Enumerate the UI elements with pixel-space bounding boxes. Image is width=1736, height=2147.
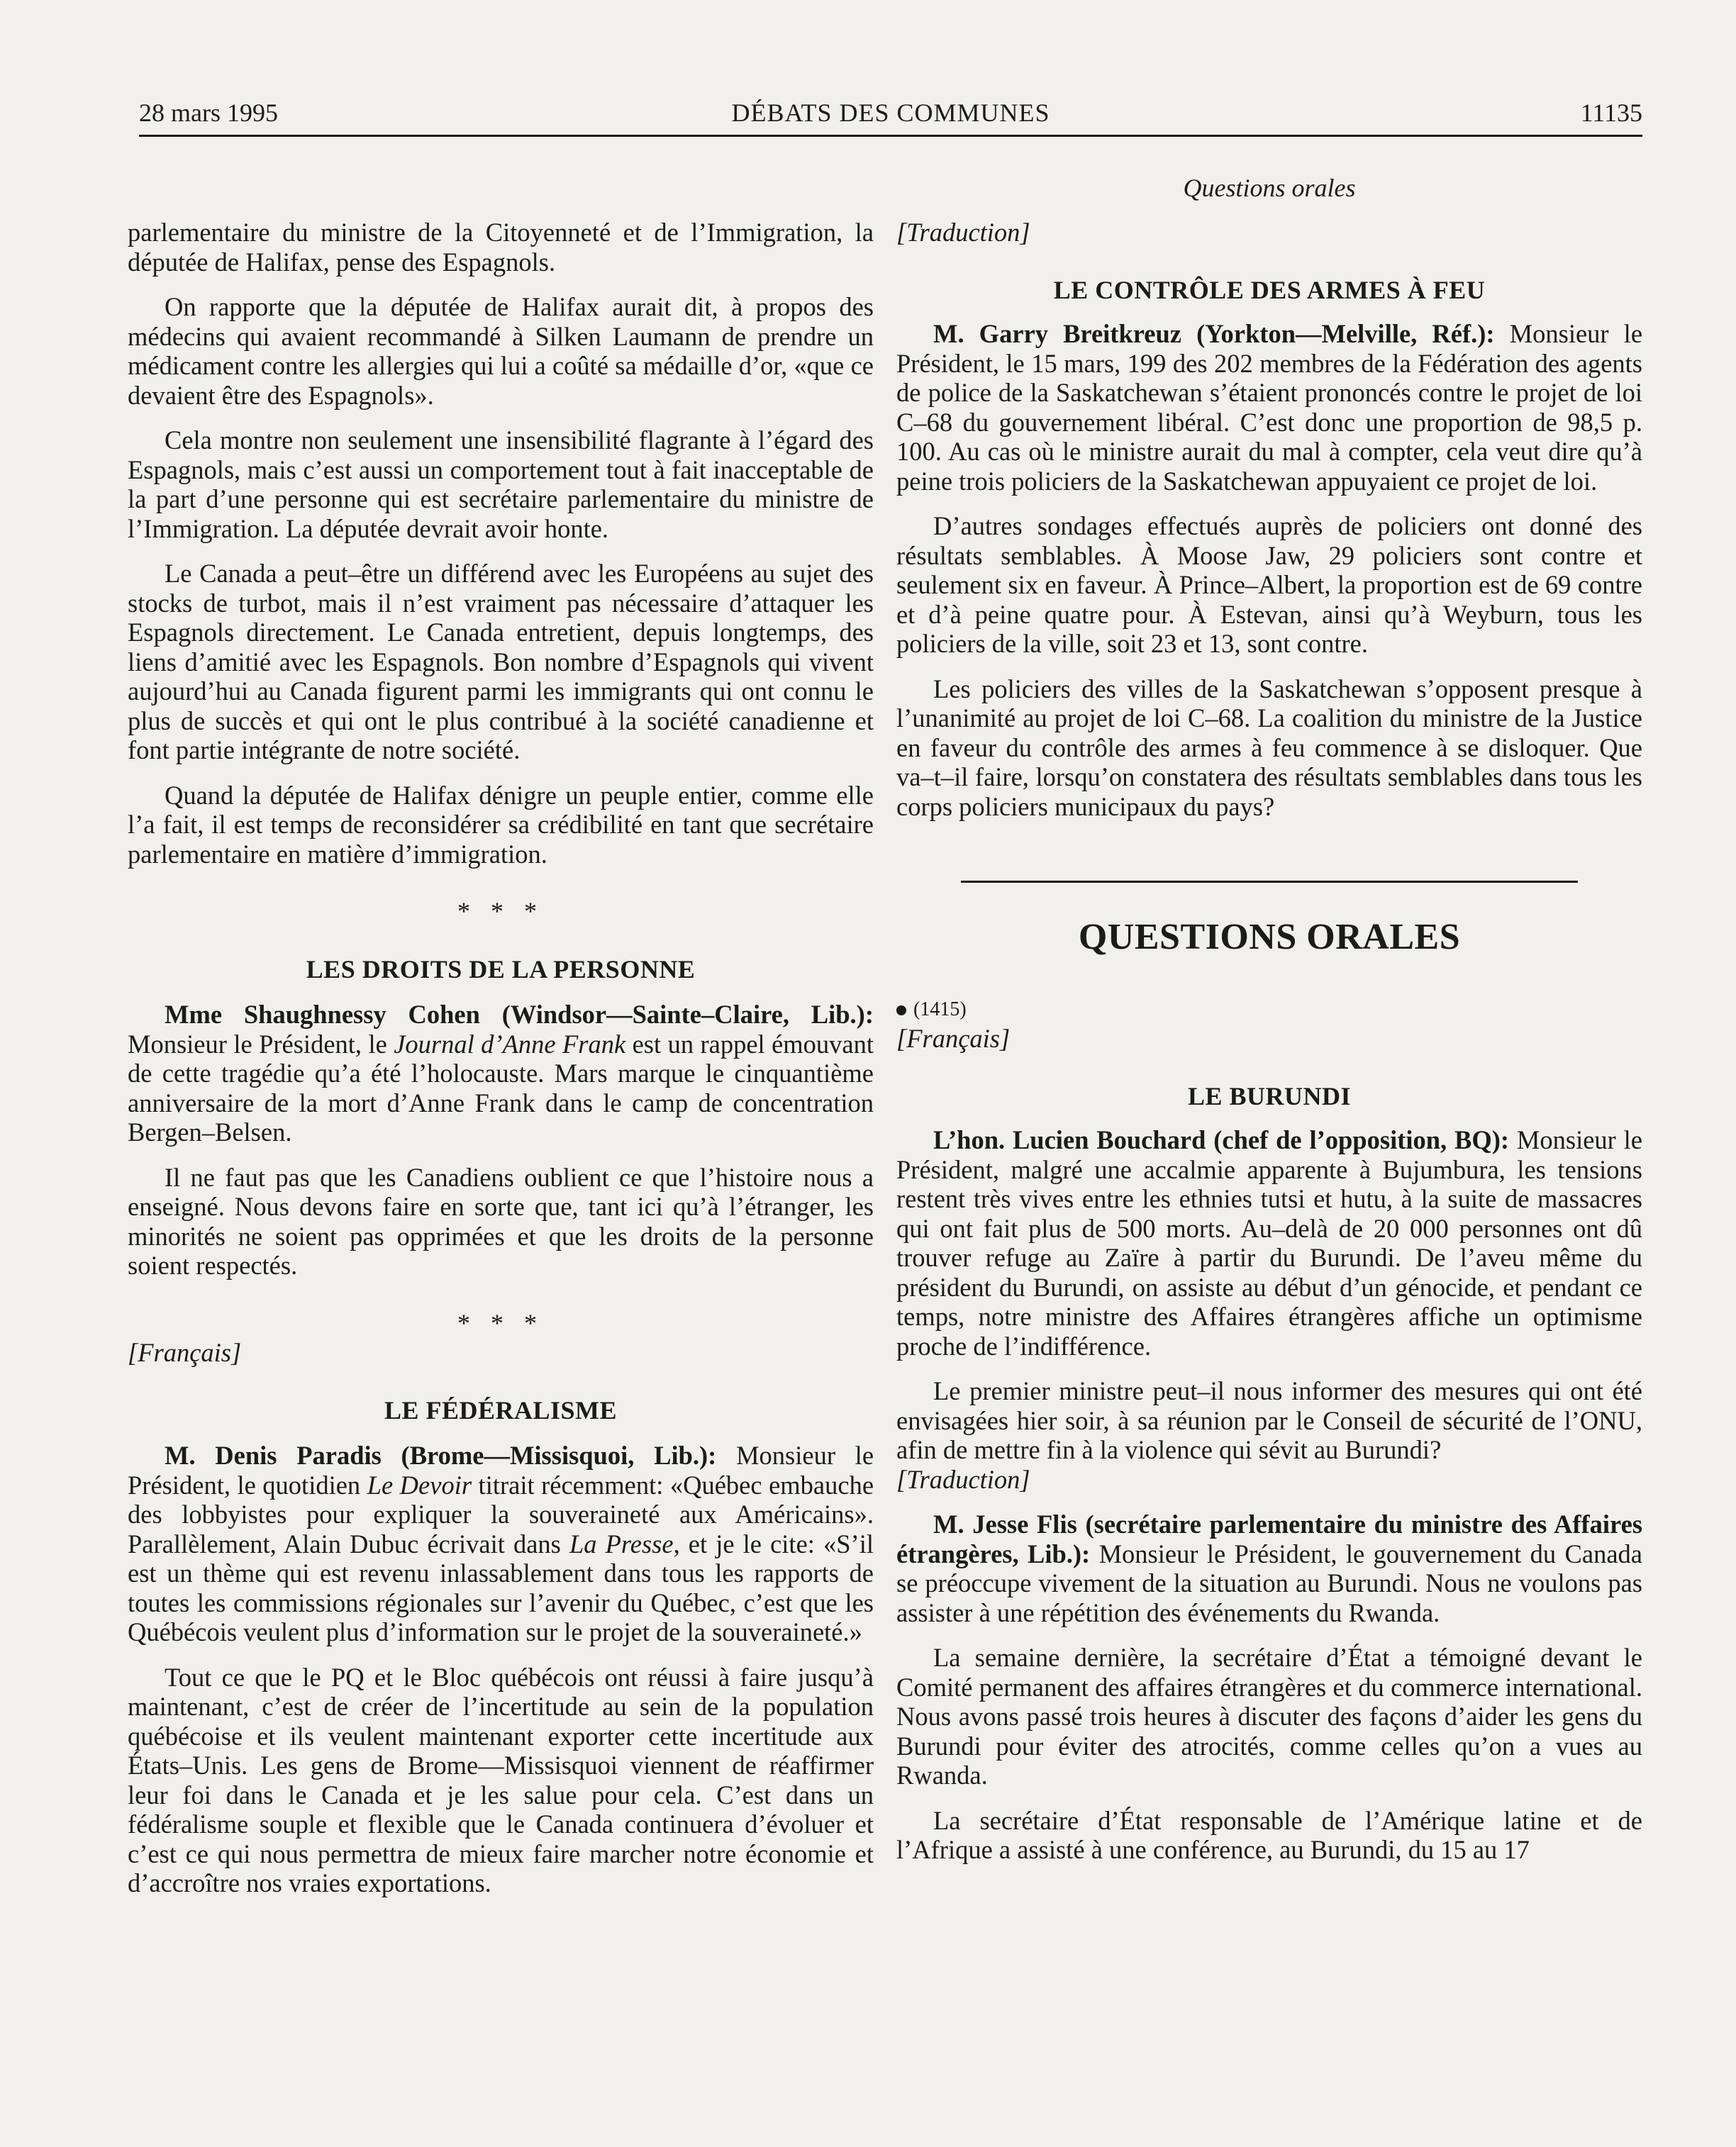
paragraph: Tout ce que le PQ et le Bloc québécois ont réussi à faire jusqu’à maintenant, c’est de créer de l’incertitude au sein de la population québécoise et ils veulent maintenant exporter cette incertitude aux États–Unis. Les gens de Brome—Missisquoi viennent de réaffirmer leur foi dans le Canada et je les salue pour cela. C’est dans un fédéralisme souple et flexible que le Canada continuera d’évoluer et c’est ce qui nous permettra de mieux faire marcher notre économie et d’accroître nos vraies exportations. xyxy=(128,1662,874,1897)
time-value: (1415) xyxy=(913,998,967,1020)
work-title: Journal d’Anne Frank xyxy=(394,1029,626,1059)
journal-title: DÉBATS DES COMMUNES xyxy=(731,99,1050,127)
statement-text: Monsieur le Président, le xyxy=(128,1029,387,1059)
statement-text: Monsieur le Président, le 15 mars, 199 des 202 membres de la Fédération des agents de police de la Saskatchewan s’étaient prononcés contre le projet de loi C–68 du gouvernement libéral. C’est donc une proportion de 98,5 p. 100. Au cas où le ministre aurait du mal à compter, cela veut dire qu’à peine trois policiers de la Saskatchewan appuyaient ce projet de loi. xyxy=(896,319,1643,496)
speaker-name: M. Denis Paradis (Brome—Missisquoi, Lib.): xyxy=(165,1441,717,1470)
statement-text: Monsieur le Président, le quotidien xyxy=(128,1441,874,1500)
paragraph: Les policiers des villes de la Saskatchewan s’opposent presque à l’unanimité au projet de loi C–68. La coalition du ministre de la Justice en faveur du contrôle des armes à feu commence à se disloquer. Que va–t–il faire, lorsqu’on constatera des résultats semblables dans tous les corps policiers municipaux du pays? xyxy=(896,674,1642,821)
right-column xyxy=(896,218,1642,1865)
statement-text: est un rappel émouvant de cette tragédie qu’a été l’holocauste. Mars marque le cinquantième anniversaire de la mort d’Anne Frank dans le camp de concentration Bergen–Belsen. xyxy=(128,1029,874,1147)
statement-breitkreuz xyxy=(896,319,1642,496)
paragraph: parlementaire du ministre de la Citoyenneté et de l’Immigration, la députée de Halifax, pense des Espagnols. xyxy=(128,218,874,277)
heading-oral-questions: QUESTIONS ORALES xyxy=(1078,917,1461,957)
left-column xyxy=(128,218,874,1898)
paragraph: Cela montre non seulement une insensibilité flagrante à l’égard des Espagnols, mais c’est aussi un comportement tout à fait inacceptable de la part d’une personne qui est secrétaire parlementaire du ministre de l’Immigration. La députée devrait avoir honte. xyxy=(128,425,874,543)
section-separator: * * * xyxy=(457,897,544,925)
paragraph: Quand la députée de Halifax dénigre un peuple entier, comme elle l’a fait, il est temps de reconsidérer sa crédibilité en tant que secrétaire parlementaire en matière d’immigration. xyxy=(128,780,874,869)
page-number: 11135 xyxy=(1580,99,1642,127)
paragraph: La secrétaire d’État responsable de l’Amérique latine et de l’Afrique a assisté à une conférence, au Burundi, du 15 au 17 xyxy=(896,1805,1642,1864)
language-marker: [Français] xyxy=(128,1338,242,1367)
speaker-name: M. Jesse Flis (secrétaire parlementaire du ministre des Affaires étrangères, Lib.): xyxy=(896,1510,1642,1568)
time-stamp xyxy=(896,995,1642,1025)
heading-federalism: LE FÉDÉRALISME xyxy=(384,1395,618,1424)
speaker-name: Mme Shaughnessy Cohen (Windsor—Sainte–Claire, Lib.): xyxy=(165,1000,874,1029)
newspaper-title: La Presse xyxy=(569,1529,674,1558)
paragraph: La semaine dernière, la secrétaire d’État a témoigné devant le Comité permanent des affaires étrangères et du commerce international. Nous avons passé trois heures à discuter des façons d’aider les gens du Burundi pour éviter des atrocités, comme celles qu’on a vues au Rwanda. xyxy=(896,1643,1642,1790)
paragraph: Il ne faut pas que les Canadiens oublient ce que l’histoire nous a enseigné. Nous devons faire en sorte que, tant ici qu’à l’étranger, les minorités ne soient pas opprimées et que les droits de la personne soient respectés. xyxy=(128,1162,874,1280)
statement-text: , et je le cite: «S’il est un thème qui est revenu inlassablement dans tous les rapports de toutes les commissions régionales sur l’avenir du Québec, c’est que les Québécois veulent plus d’information sur le projet de la souveraineté.» xyxy=(128,1529,874,1646)
language-marker: [Traduction] xyxy=(896,218,1030,247)
statement-text: Monsieur le Président, le gouvernement du Canada se préoccupe vivement de la situation au Burundi. Nous ne voulons pas assister à une répétition des événements du Rwanda. xyxy=(896,1539,1642,1627)
heading-human-rights: LES DROITS DE LA PERSONNE xyxy=(306,954,696,983)
speaker-name: M. Garry Breitkreuz (Yorkton—Melville, Réf.): xyxy=(933,319,1495,348)
header-rule xyxy=(139,135,1642,137)
language-marker: [Traduction] xyxy=(896,1464,1030,1494)
paragraph: Le premier ministre peut–il nous informer des mesures qui ont été envisagées hier soir, à sa réunion par le Conseil de sécurité de l’ONU, afin de mettre fin à la violence qui sévit au Burundi? xyxy=(896,1376,1642,1464)
question-bouchard xyxy=(896,1125,1642,1361)
paragraph: On rapporte que la députée de Halifax aurait dit, à propos des médecins qui avaient recommandé à Silken Laumann de prendre un médicament contre les allergies qui lui a coûté sa médaille d’or, «que ce devaient être des Espagnols». xyxy=(128,292,874,410)
section-separator: * * * xyxy=(457,1308,544,1337)
statement-text: Monsieur le Président, malgré une accalmie apparente à Bujumbura, les tensions restent très vives entre les ethnies tutsi et hutu, à la suite de massacres qui ont fait plus de 500 morts. Au–delà de 20 000 personnes ont dû trouver refuge au Zaïre à partir du Burundi. De l’aveu même du président du Burundi, on assiste au début d’un génocide, et pendant ce temps, notre ministre des Affaires étrangères affiche un optimisme proche de l’indifférence. xyxy=(896,1125,1642,1361)
heading-burundi: LE BURUNDI xyxy=(1187,1081,1352,1110)
speaker-name: L’hon. Lucien Bouchard (chef de l’opposition, BQ): xyxy=(933,1125,1510,1154)
section-heading: Questions orales xyxy=(1183,174,1356,202)
paragraph: Le Canada a peut–être un différend avec les Européens au sujet des stocks de turbot, mais il n’est vraiment pas nécessaire d’attaquer les Espagnols directement. Le Canada entretient, depuis longtemps, des liens d’amitié avec les Espagnols. Bon nombre d’Espagnols qui vivent aujourd’hui au Canada figurent parmi les immigrants qui ont connu le plus de succès et qui ont le plus contribué à la société canadienne et font partie intégrante de notre société. xyxy=(128,559,874,764)
statement-cohen xyxy=(128,1000,874,1147)
running-head xyxy=(139,95,1642,132)
statement-text: titrait récemment: «Québec embauche des lobbyistes pour expliquer la souveraineté aux Américains». Parallèlement, Alain Dubuc écrivait dans xyxy=(128,1470,874,1558)
language-marker: [Français] xyxy=(896,1024,1011,1053)
statement-paradis xyxy=(128,1441,874,1647)
newspaper-title: Le Devoir xyxy=(367,1470,472,1500)
answer-flis xyxy=(896,1510,1642,1627)
bullet-icon xyxy=(896,1005,906,1015)
heading-firearms: LE CONTRÔLE DES ARMES À FEU xyxy=(1053,275,1486,304)
sitting-date: 28 mars 1995 xyxy=(139,99,278,127)
section-rule xyxy=(961,881,1578,883)
paragraph: D’autres sondages effectués auprès de policiers ont donné des résultats semblables. À Moose Jaw, 29 policiers sont contre et seulement six en faveur. À Prince–Albert, la proportion est de 69 contre et d’à peine quatre pour. À Estevan, ainsi qu’à Weyburn, tous les policiers de la ville, soit 23 et 13, sont contre. xyxy=(896,511,1642,658)
